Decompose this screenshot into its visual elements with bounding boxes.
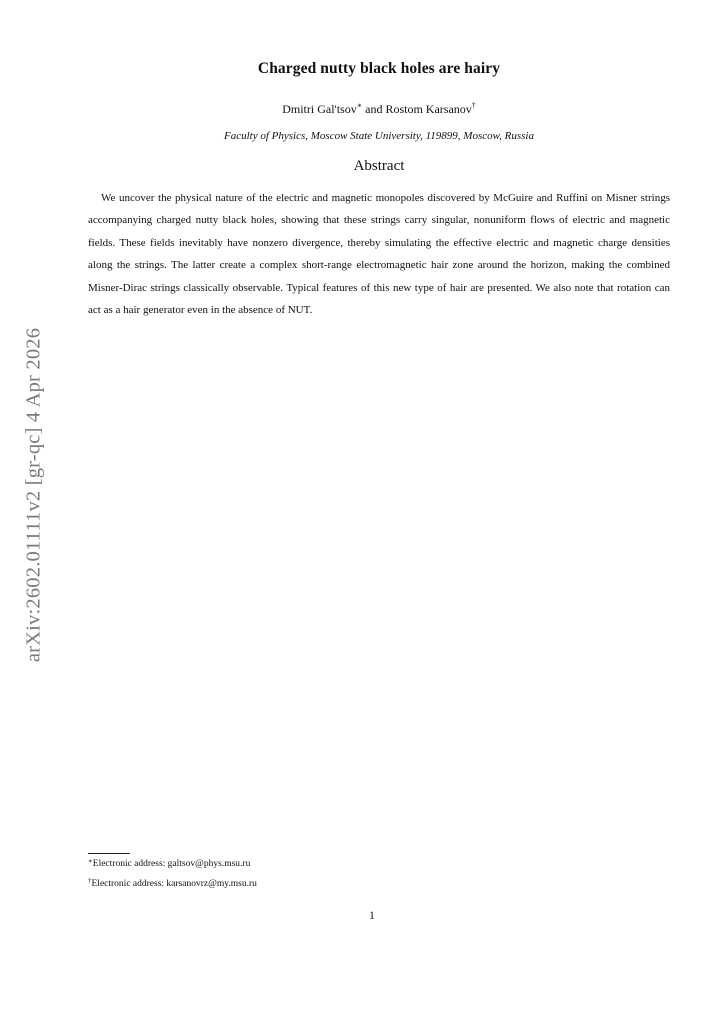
footnote-mark: ∗	[88, 857, 93, 865]
author-name: Rostom Karsanov	[385, 102, 472, 116]
footnote-mark: †	[88, 877, 92, 885]
abstract-text: We uncover the physical nature of the electric and magnetic monopoles discovered by McGuire and Ruffini on Misner strings accompanying charged nutty black holes, showing that these strings carry singular, nonuniform flows of electric and magnetic fields. These fields inevitably have nonzero divergence, thereby simulating the effective electric and magnetic charge densities along the strings. The latter create a complex short-range electromagnetic hair zone around the horizon, making the combined Misner-Dirac strings classically observable. Typical features of this new type of hair are presented. We also note that rotation can act as a hair generator even in the absence of NUT.	[88, 192, 670, 317]
paper-title: Charged nutty black holes are hairy	[257, 60, 501, 77]
author-conjunction: and	[362, 102, 386, 116]
author-line	[88, 101, 670, 117]
author-footnote-mark: ∗	[356, 101, 363, 110]
author-name: Dmitri Gal'tsov	[282, 102, 357, 116]
author-footnote-mark: †	[471, 101, 476, 110]
footnote-divider	[88, 853, 130, 854]
arxiv-identifier: arXiv:2602.01111v2 [gr-qc] 4 Apr 2026	[22, 327, 45, 663]
footnote	[88, 877, 257, 889]
page-number: 1	[369, 910, 375, 922]
affiliation: Faculty of Physics, Moscow State University, 119899, Moscow, Russia	[224, 130, 534, 142]
abstract-heading: Abstract	[353, 158, 405, 174]
footnote	[88, 857, 250, 869]
footnote-text: Electronic address: karsanovrz@my.msu.ru	[91, 879, 257, 889]
footnote-text: Electronic address: galtsov@phys.msu.ru	[92, 859, 251, 869]
